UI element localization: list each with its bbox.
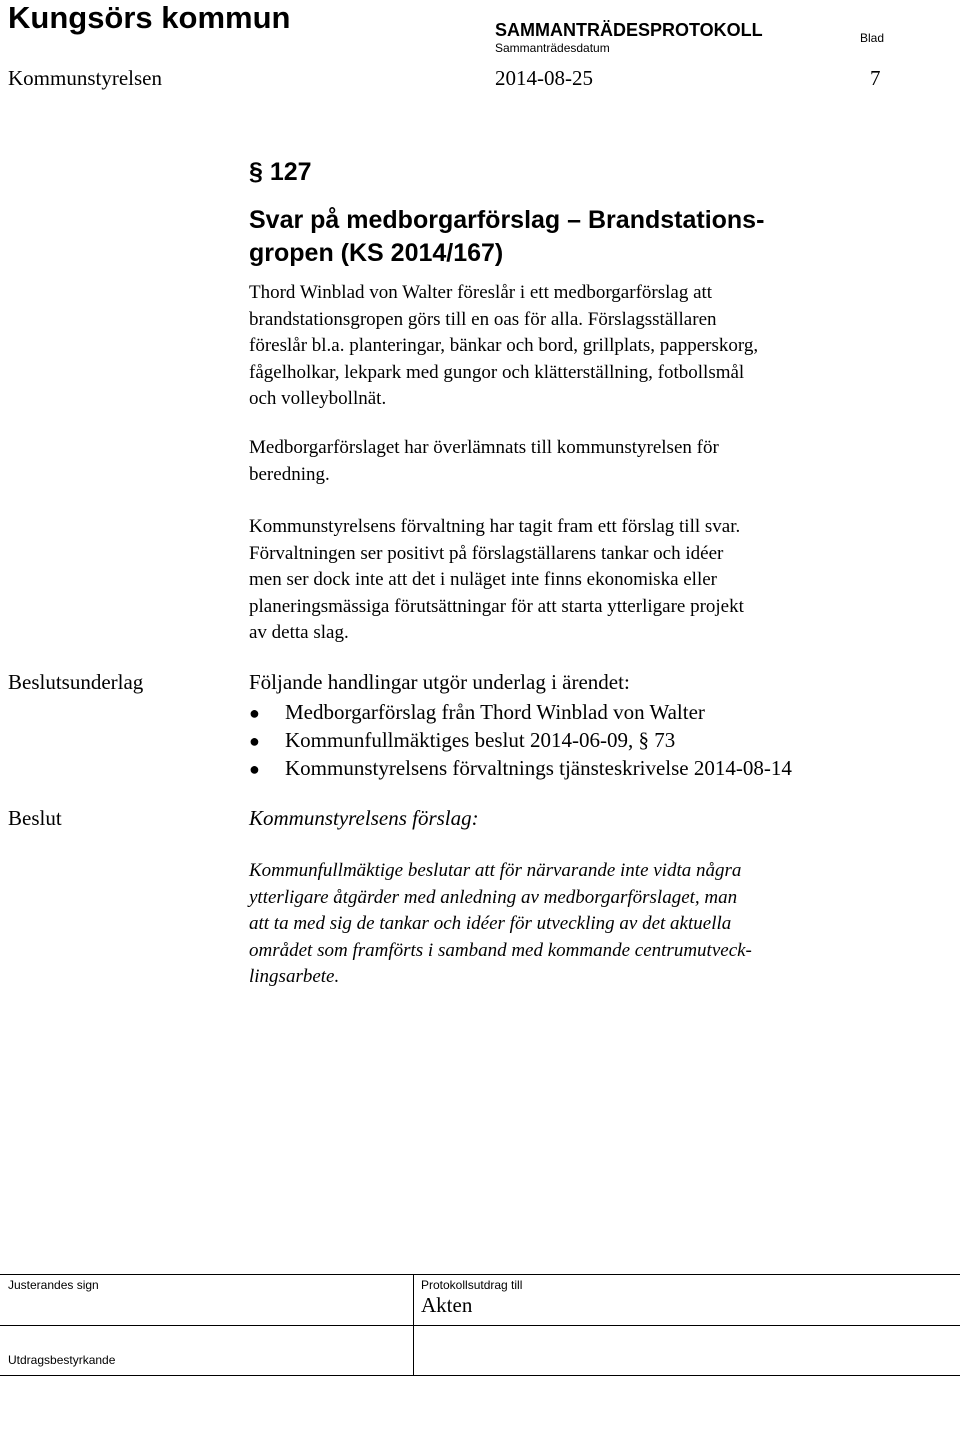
paragraph-number: § 127 (249, 158, 312, 186)
item-referral (249, 435, 889, 488)
protokollsutdrag-value: Akten (421, 1293, 473, 1317)
decision-basis-list (249, 698, 792, 782)
divider (0, 1274, 960, 1275)
text-line: Thord Winblad von Walter föreslår i ett medborgarförslag att (249, 282, 713, 303)
text-line: fågelholkar, lekpark med gungor och klätterställning, fotbollsmål (249, 361, 745, 383)
bullet-icon: ● (249, 703, 260, 723)
document-name: Kommunstyrelsens förvaltnings tjänsteskrivelse 2014-08-14 (285, 756, 792, 780)
divider (413, 1274, 414, 1376)
meeting-date: 2014-08-25 (495, 66, 593, 90)
page-label: Blad (860, 31, 885, 45)
item-administration-response (249, 514, 889, 647)
list-item (249, 754, 792, 782)
proposal-heading: Kommunstyrelsens förslag: (249, 806, 479, 830)
item-title: Svar på medborgarförslag – Brandstations-gropen (KS 2014/167) (249, 206, 765, 267)
divider (0, 1325, 960, 1326)
text-line: Medborgarförslaget har överlämnats till kommunstyrelsen för (249, 437, 719, 458)
decision-text (249, 858, 752, 991)
text-line: planeringsmässiga förutsättningar för att starta ytterligare projekt (249, 595, 744, 617)
signature-footer (0, 1274, 960, 1376)
text-line: att ta med sig de tankar och idéer för utveckling av det aktuella (249, 913, 732, 934)
item-description (249, 280, 889, 413)
document-name: Medborgarförslag från Thord Winblad von Walter (285, 700, 705, 724)
text-line: beredning. (249, 463, 330, 485)
text-line: Kommunfullmäktige beslutar att för närvarande inte vidta några (249, 860, 742, 881)
list-item (249, 698, 792, 726)
utdragsbestyrkande-label: Utdragsbestyrkande (8, 1353, 116, 1367)
organization-name: Kungsörs kommun (8, 0, 291, 35)
text-line: föreslår bl.a. planteringar, bänkar och bord, grillplats, papperskorg, (249, 335, 759, 356)
text-line: men ser dock inte att det i nuläget inte finns ekonomiska eller (249, 569, 718, 590)
document-type: SAMMANTRÄDESPROTOKOLL (495, 20, 763, 40)
list-item (249, 726, 792, 754)
text-line: området som framförts i samband med kommande centrumutveck- (249, 939, 752, 961)
bullet-icon: ● (249, 731, 260, 751)
bullet-icon: ● (249, 759, 260, 779)
text-line: av detta slag. (249, 622, 349, 643)
text-line: och volleybollnät. (249, 388, 387, 409)
body-name: Kommunstyrelsen (8, 66, 162, 90)
divider (0, 1375, 960, 1376)
text-line: ytterligare åtgärder med anledning av medborgarförslaget, man (249, 886, 738, 908)
text-line: brandstationsgropen görs till en oas för alla. Förslagsställaren (249, 308, 717, 330)
page-number: 7 (870, 66, 881, 90)
text-line: lingsarbete. (249, 966, 340, 987)
decision-basis-label: Beslutsunderlag (8, 670, 144, 694)
text-line: Förvaltningen ser positivt på förslagställarens tankar och idéer (249, 542, 724, 564)
document-name: Kommunfullmäktiges beslut 2014-06-09, § 73 (285, 728, 676, 752)
justerandes-sign-label: Justerandes sign (8, 1278, 99, 1292)
decision-label: Beslut (8, 806, 62, 830)
decision-basis-intro: Följande handlingar utgör underlag i ärendet: (249, 670, 630, 694)
protokollsutdrag-label: Protokollsutdrag till (421, 1278, 523, 1292)
meeting-date-label: Sammanträdesdatum (495, 41, 610, 55)
text-line: Kommunstyrelsens förvaltning har tagit fram ett förslag till svar. (249, 516, 741, 537)
